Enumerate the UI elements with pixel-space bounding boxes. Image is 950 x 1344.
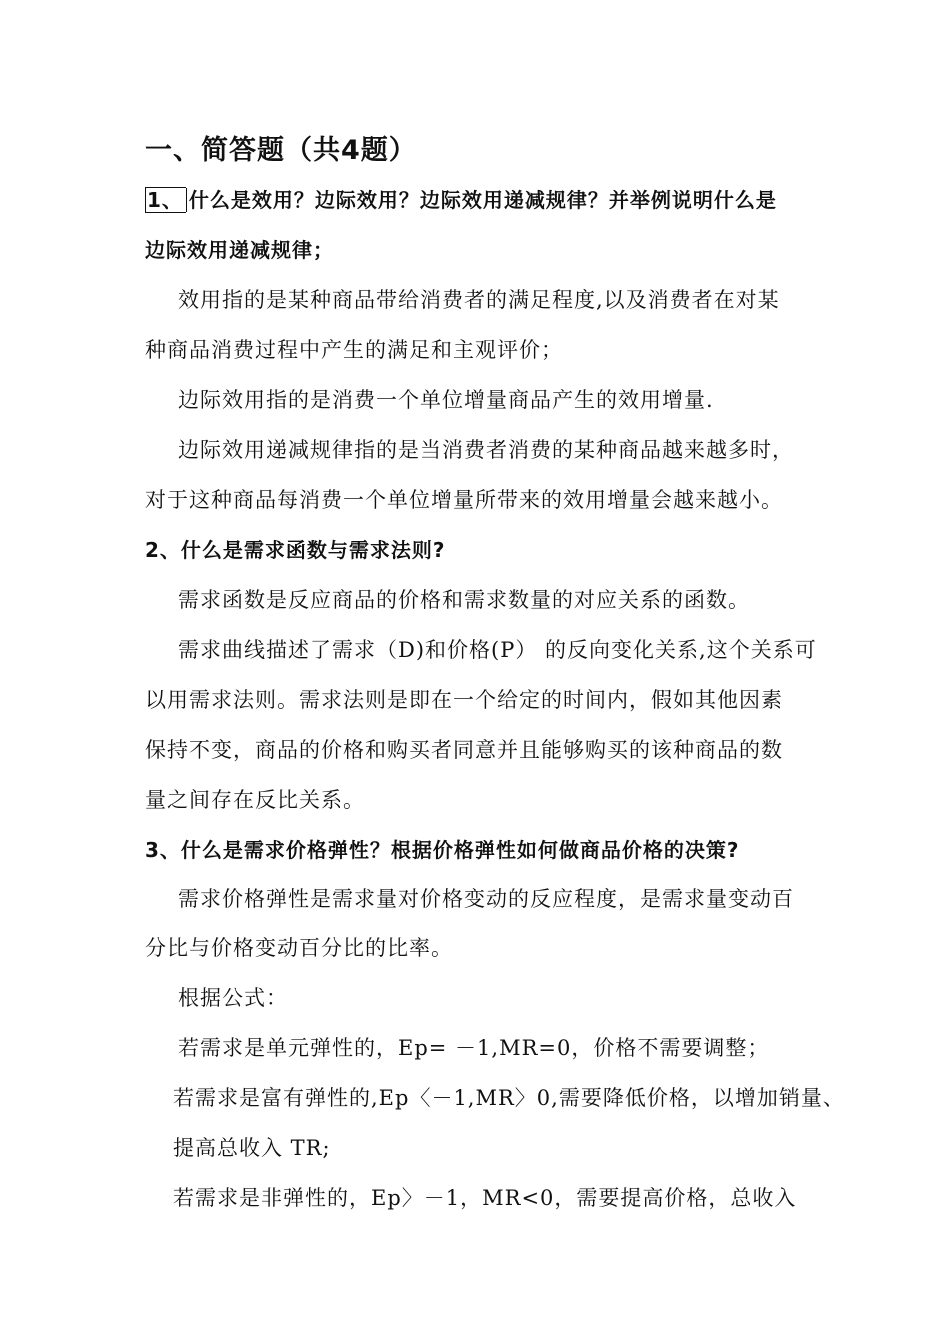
answer-3-line-3: 根据公式： (178, 986, 288, 1010)
question-2: 2、什么是需求函数与需求法则? (145, 538, 446, 562)
answer-3-line-4: 若需求是单元弹性的，Ep= －1,MR=0，价格不需要调整； (178, 1036, 770, 1060)
answer-1-line-4: 边际效用递减规律指的是当消费者消费的某种商品越来越多时， (178, 438, 794, 462)
answer-1-line-5: 对于这种商品每消费一个单位增量所带来的效用增量会越来越小。 (145, 488, 783, 512)
answer-2-line-3: 以用需求法则。需求法则是即在一个给定的时间内，假如其他因素 (145, 688, 783, 712)
answer-1-line-3: 边际效用指的是消费一个单位增量商品产生的效用增量. (178, 388, 714, 412)
question-1-text: 什么是效用？边际效用？边际效用递减规律？并举例说明什么是 (186, 188, 777, 212)
answer-2-line-4: 保持不变，商品的价格和购买者同意并且能够购买的该种商品的数 (145, 738, 783, 762)
answer-2-line-5: 量之间存在反比关系。 (145, 788, 365, 812)
answer-1-line-1: 效用指的是某种商品带给消费者的满足程度,以及消费者在对某 (178, 288, 780, 312)
answer-3-line-5: 若需求是富有弹性的,Ep〈－1,MR〉0,需要降低价格，以增加销量、 (173, 1086, 845, 1110)
answer-3-line-7: 若需求是非弹性的，Ep〉－1，MR<0，需要提高价格，总收入 (173, 1186, 797, 1210)
answer-1-line-2: 种商品消费过程中产生的满足和主观评价； (145, 338, 563, 362)
answer-2-line-1: 需求函数是反应商品的价格和需求数量的对应关系的函数。 (178, 588, 750, 612)
question-3: 3、什么是需求价格弹性？根据价格弹性如何做商品价格的决策? (145, 838, 740, 862)
section-title: 一、简答题（共4题） (145, 135, 417, 166)
answer-3-line-2: 分比与价格变动百分比的比率。 (145, 936, 453, 960)
question-1-number: 1、 (145, 187, 186, 213)
question-1-line-2: 边际效用递减规律； (145, 238, 334, 262)
question-1 (145, 185, 777, 215)
answer-3-line-1: 需求价格弹性是需求量对价格变动的反应程度，是需求量变动百 (178, 887, 794, 911)
answer-2-line-2: 需求曲线描述了需求（D)和价格(P） 的反向变化关系,这个关系可 (178, 638, 817, 662)
answer-3-line-6: 提高总收入 TR; (173, 1136, 331, 1160)
